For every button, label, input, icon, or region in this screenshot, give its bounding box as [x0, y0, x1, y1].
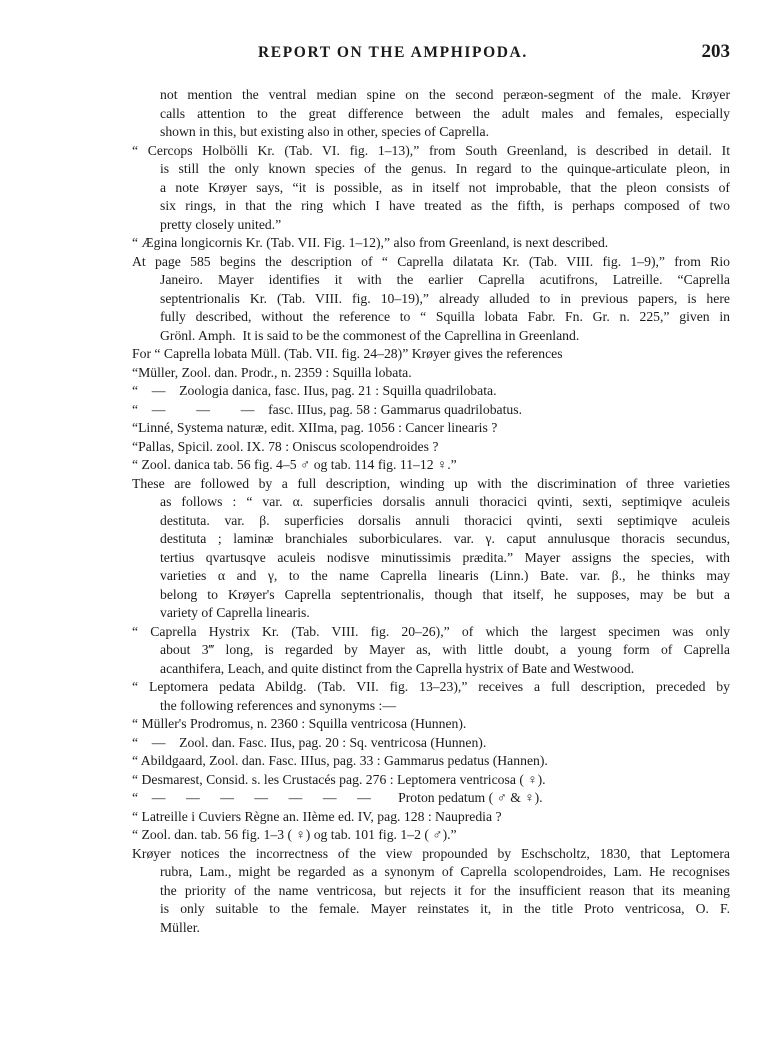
text-line: calls attention to the great difference between the adult males and females, especially — [160, 105, 730, 121]
text-line: “ Abildgaard, Zool. dan. Fasc. IIIus, pag. 33 : Gammarus pedatus (Hannen). — [132, 753, 548, 768]
text-line: For “ Caprella lobata Müll. (Tab. VII. fig. 24–28)” Krøyer gives the references — [132, 346, 563, 361]
text-line: fully described, without the reference to “ Squilla lobata Fabr. Fn. Gr. n. 225,” given in — [160, 309, 730, 324]
text-line: septentrionalis Kr. (Tab. VIII. fig. 10–19),” already alluded to in previous papers, is here — [160, 290, 730, 306]
text-line: “ Zool. dan. tab. 56 fig. 1–3 ( ♀) og tab. 101 fig. 1–2 ( ♂).” — [132, 827, 457, 842]
text-line: not mention the ventral median spine on the second peræon-segment of the male. Krøyer — [160, 87, 730, 102]
text-line: “ — — — — — — — Proton pedatum ( ♂ & ♀). — [132, 790, 543, 805]
page-number: 203 — [701, 41, 730, 62]
text-line: a note Krøyer says, “it is possible, as in itself not improbable, that the pleon consists of — [160, 179, 730, 195]
text-line: These are followed by a full description, winding up with the discrimination of three varieties — [132, 475, 730, 491]
text-line: “ Latreille i Cuviers Règne an. IIème ed. IV, pag. 128 : Naupredia ? — [132, 808, 502, 824]
text-line: “ Cercops Holbölli Kr. (Tab. VI. fig. 1–13),” from South Greenland, is described in detail. It — [132, 142, 730, 158]
body-text — [132, 86, 730, 937]
text-line: varieties α and γ, to the name Caprella linearis (Linn.) Bate. var. β., he thinks may — [160, 568, 730, 583]
text-line: “ Caprella Hystrix Kr. (Tab. VIII. fig. 20–26),” of which the largest specimen was only — [132, 623, 730, 639]
text-line: “ Zool. danica tab. 56 fig. 4–5 ♂ og tab. 114 fig. 11–12 ♀.” — [132, 457, 457, 472]
text-line: tertius qvartusqve aculeis nodisve minutissimis prædita.” Mayer assigns the species, with — [160, 549, 730, 565]
text-line: “ Müller's Prodromus, n. 2360 : Squilla ventricosa (Hunnen). — [132, 716, 467, 731]
text-line: “ Ægina longicornis Kr. (Tab. VII. Fig. 1–12),” also from Greenland, is next described. — [132, 235, 609, 250]
text-line: “ Desmarest, Consid. s. les Crustacés pag. 276 : Leptomera ventricosa ( ♀). — [132, 771, 546, 787]
text-line: about 3‴ long, is regarded by Mayer as, with little doubt, a young form of Caprella — [160, 642, 730, 657]
text-line: “Müller, Zool. dan. Prodr., n. 2359 : Squilla lobata. — [132, 364, 412, 380]
running-title: REPORT ON THE AMPHIPODA. — [258, 44, 528, 61]
text-line: Krøyer notices the incorrectness of the view propounded by Eschscholtz, 1830, that Leptomera — [132, 845, 730, 861]
text-line: shown in this, but existing also in other, species of Caprella. — [160, 124, 490, 139]
text-line: “Pallas, Spicil. zool. IX. 78 : Oniscus scolopendroides ? — [132, 438, 439, 454]
text-line: Müller. — [160, 919, 200, 935]
text-line: six rings, in that the ring which I have treated as the fifth, is perhaps composed of two — [160, 198, 730, 213]
text-line: acanthifera, Leach, and quite distinct from the Caprella hystrix of Bate and Westwood. — [160, 660, 635, 676]
text-line: Grönl. Amph. It is said to be the commonest of the Caprellina in Greenland. — [160, 327, 580, 343]
text-line: belong to Krøyer's Caprella septentrionalis, though that itself, he supposes, may be but a — [160, 586, 730, 602]
page-header — [118, 41, 730, 68]
text-line: as follows : “ var. α. superficies dorsalis annuli thoracici qvinti, sexti, septimiqve aculeis — [160, 494, 730, 509]
text-line: “ — Zool. dan. Fasc. IIus, pag. 20 : Sq. ventricosa (Hunnen). — [132, 734, 487, 750]
text-line: “Linné, Systema naturæ, edit. XIIma, pag. 1056 : Cancer linearis ? — [132, 420, 498, 435]
text-line: the priority of the name ventricosa, but rejects it for the insufficient reason that its meaning — [160, 882, 730, 898]
text-line: the following references and synonyms :— — [160, 697, 397, 713]
text-line: pretty closely united.” — [160, 216, 282, 232]
text-line: At page 585 begins the description of “ Caprella dilatata Kr. (Tab. VIII. fig. 1–9),” from Rio — [132, 253, 730, 269]
text-line: is still the only known species of the genus. In regard to the quinque-articulate pleon, in — [160, 161, 730, 176]
text-line: rubra, Lam., might be regarded as a synonym of Caprella scolopendroides, Lam. He recognises — [160, 864, 730, 879]
text-line: is only suitable to the female. Mayer reinstates it, in the title Proto ventricosa, O. F. — [160, 901, 730, 916]
text-line: “ — — — fasc. IIIus, pag. 58 : Gammarus quadrilobatus. — [132, 401, 523, 417]
text-line: “ — Zoologia danica, fasc. IIus, pag. 21 : Squilla quadrilobata. — [132, 383, 497, 398]
text-line: Janeiro. Mayer identifies it with the earlier Caprella acutifrons, Latreille. “Caprella — [160, 272, 730, 287]
text-line: variety of Caprella linearis. — [160, 605, 310, 620]
text-line: “ Leptomera pedata Abildg. (Tab. VII. fig. 13–23),” receives a full description, preceded by — [132, 679, 730, 694]
text-line: destituta. var. β. superficies dorsalis annuli thoracici qvinti, sexti septimiqve aculeis — [160, 512, 730, 528]
text-line: destituta ; laminæ branchiales suborbiculares. var. γ. caput annulusque thoracis secundus, — [160, 531, 730, 546]
